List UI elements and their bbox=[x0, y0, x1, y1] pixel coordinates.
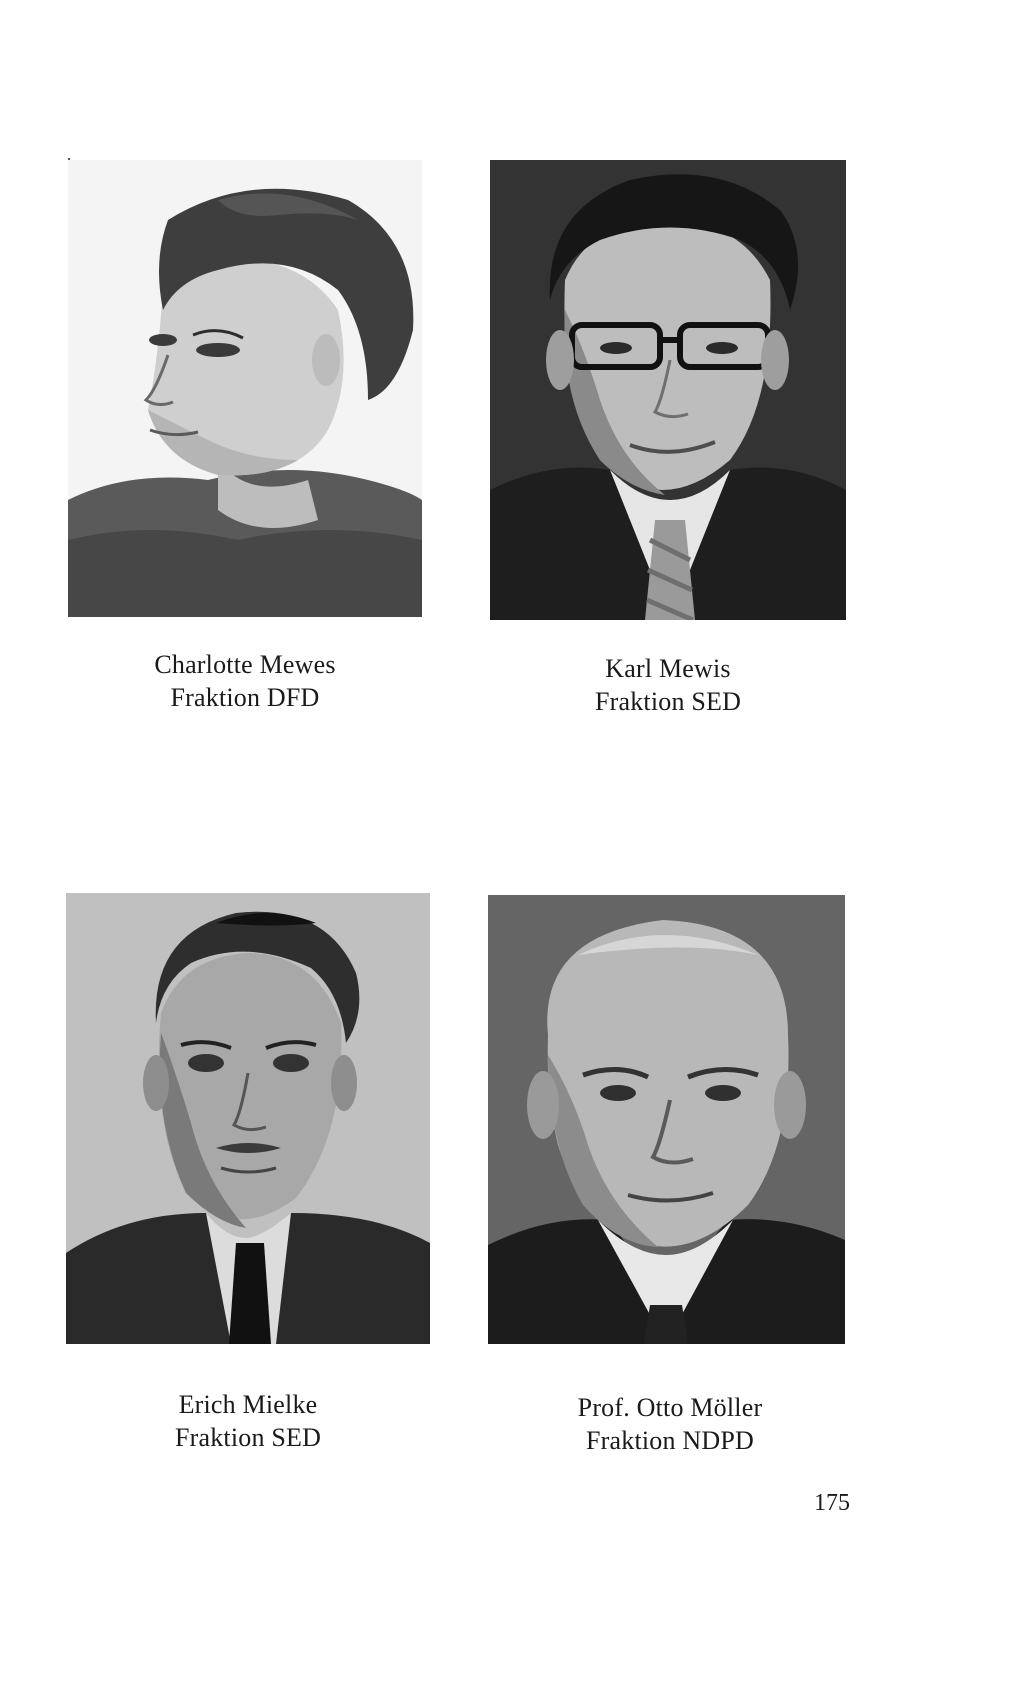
portrait-photo-erich-mielke bbox=[66, 893, 430, 1344]
portrait-photo-karl-mewis bbox=[490, 160, 846, 620]
person-faction: Fraktion NDPD bbox=[586, 1426, 754, 1455]
portrait-photo-charlotte-mewes bbox=[68, 160, 422, 617]
person-name: Karl Mewis bbox=[605, 654, 731, 683]
portrait-man-icon bbox=[66, 893, 430, 1344]
caption-otto-moeller bbox=[530, 1391, 810, 1457]
page-number: 175 bbox=[814, 1490, 850, 1516]
person-faction: Fraktion DFD bbox=[170, 683, 320, 712]
caption-karl-mewis bbox=[538, 652, 798, 718]
portrait-man-glasses-icon bbox=[490, 160, 846, 620]
portrait-photo-otto-moeller bbox=[488, 895, 845, 1344]
caption-erich-mielke bbox=[118, 1388, 378, 1454]
person-name: Charlotte Mewes bbox=[154, 650, 336, 679]
person-faction: Fraktion SED bbox=[594, 687, 742, 716]
person-faction: Fraktion SED bbox=[174, 1423, 322, 1452]
person-name: Prof. Otto Möller bbox=[577, 1393, 763, 1422]
portrait-man-bald-icon bbox=[488, 895, 845, 1344]
portrait-woman-icon bbox=[68, 160, 422, 617]
caption-charlotte-mewes bbox=[115, 648, 375, 714]
person-name: Erich Mielke bbox=[178, 1390, 318, 1419]
